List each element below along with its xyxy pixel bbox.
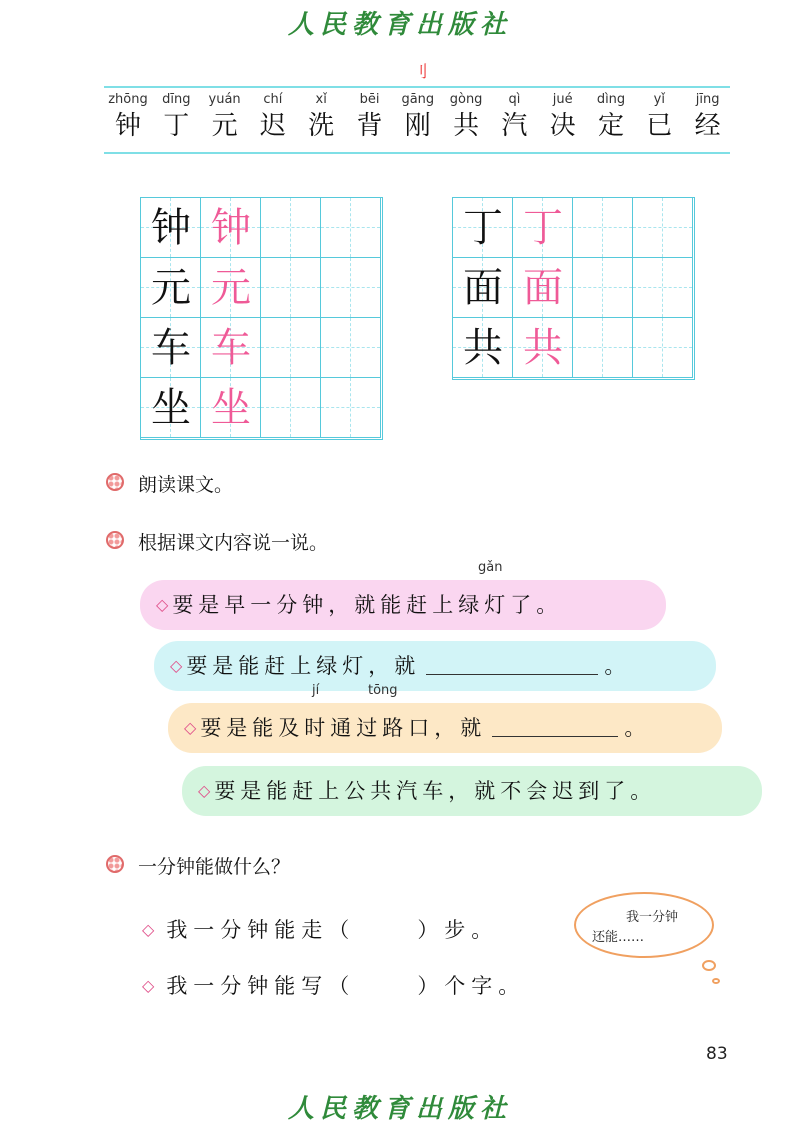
grid-row bbox=[453, 318, 693, 378]
vocab-pinyin: jué bbox=[552, 92, 573, 107]
trace-char: 面 bbox=[523, 265, 563, 311]
sentence-1-text: 要是早一分钟，就能赶上绿灯了。 bbox=[172, 593, 563, 617]
vocab-pinyin: yǐ bbox=[653, 92, 665, 107]
vocab-pinyin: zhōng bbox=[108, 92, 148, 107]
vocab-item bbox=[394, 92, 442, 144]
publisher-logo-bottom: 人民教育出版社 bbox=[287, 1094, 512, 1124]
grid-cell bbox=[201, 318, 261, 378]
question-2-end: ）个字。 bbox=[417, 974, 526, 998]
vocab-bottom-rule bbox=[104, 152, 730, 154]
vocab-pinyin: gòng bbox=[449, 92, 483, 107]
trace-char: 坐 bbox=[211, 385, 251, 431]
section-bullet-icon bbox=[106, 531, 124, 549]
vocab-char: 共 bbox=[453, 111, 480, 141]
grid-cell bbox=[201, 258, 261, 318]
vocab-pinyin: bēi bbox=[359, 92, 380, 107]
trace-char: 共 bbox=[523, 325, 563, 371]
sentence-4-text: 要是能赶上公共汽车，就不会迟到了。 bbox=[214, 779, 657, 803]
model-char: 坐 bbox=[151, 385, 191, 431]
sentence-3-end: 。 bbox=[624, 716, 651, 740]
grid-cell bbox=[141, 378, 201, 438]
vocab-char: 已 bbox=[646, 111, 673, 141]
bubble-tail-dot bbox=[702, 960, 716, 971]
bubble-line-1: 我一分钟 bbox=[626, 910, 679, 925]
model-char: 共 bbox=[463, 325, 503, 371]
sentence-2-text: 要是能赶上绿灯，就 bbox=[186, 654, 421, 678]
grid-cell bbox=[513, 198, 573, 258]
grid-cell bbox=[141, 318, 201, 378]
diamond-icon: ◇ bbox=[156, 595, 169, 614]
model-char: 元 bbox=[151, 265, 191, 311]
grid-cell bbox=[513, 258, 573, 318]
publisher-logo-top: 人民教育出版社 bbox=[287, 10, 512, 40]
minute-question-1 bbox=[142, 914, 498, 944]
practice-cell[interactable] bbox=[633, 258, 693, 318]
vocab-item bbox=[490, 92, 538, 144]
vocab-char: 钟 bbox=[114, 111, 141, 141]
trace-char: 钟 bbox=[211, 205, 251, 251]
pinyin-tong: tōng bbox=[368, 683, 398, 698]
writing-grid-left bbox=[140, 197, 383, 440]
diamond-icon: ◇ bbox=[170, 656, 183, 675]
heading-minute: 一分钟能做什么？ bbox=[138, 856, 291, 878]
bubble-line-2: 还能…… bbox=[592, 930, 645, 945]
diamond-icon: ◇ bbox=[184, 718, 197, 737]
vocab-pinyin: jīng bbox=[695, 92, 720, 107]
pinyin-gan: gǎn bbox=[478, 560, 503, 575]
vocab-pinyin: qì bbox=[508, 92, 521, 107]
grid-cell bbox=[453, 258, 513, 318]
vocab-item bbox=[346, 92, 394, 144]
vocab-strip bbox=[104, 92, 730, 148]
grid-row bbox=[141, 198, 381, 258]
heading-say: 根据课文内容说一说。 bbox=[138, 532, 329, 554]
practice-cell[interactable] bbox=[633, 198, 693, 258]
sentence-3-text: 要是能及时通过路口，就 bbox=[200, 716, 487, 740]
grid-row bbox=[141, 378, 381, 438]
vocab-item bbox=[539, 92, 587, 144]
trace-char: 丁 bbox=[523, 205, 563, 251]
vocab-item bbox=[297, 92, 345, 144]
grid-cell bbox=[201, 198, 261, 258]
model-char: 车 bbox=[151, 325, 191, 371]
diamond-icon: ◇ bbox=[142, 976, 155, 995]
model-char: 丁 bbox=[463, 205, 503, 251]
model-char: 钟 bbox=[151, 205, 191, 251]
vocab-char: 元 bbox=[211, 111, 238, 141]
answer-blank-3[interactable] bbox=[492, 714, 618, 737]
practice-cell[interactable] bbox=[633, 318, 693, 378]
vocab-pinyin: gāng bbox=[401, 92, 435, 107]
vocab-char: 丁 bbox=[163, 111, 190, 141]
vocab-char: 背 bbox=[356, 111, 383, 141]
vocab-item bbox=[104, 92, 152, 144]
vocab-char: 刚 bbox=[404, 111, 431, 141]
vocab-item bbox=[635, 92, 683, 144]
practice-cell[interactable] bbox=[321, 378, 381, 438]
sentence-box-3 bbox=[168, 683, 722, 753]
practice-cell[interactable] bbox=[261, 378, 321, 438]
practice-cell[interactable] bbox=[573, 258, 633, 318]
model-char: 面 bbox=[463, 265, 503, 311]
thought-bubble bbox=[574, 892, 714, 958]
grid-cell bbox=[453, 198, 513, 258]
sentence-2-end: 。 bbox=[604, 654, 631, 678]
answer-blank-2[interactable] bbox=[426, 652, 598, 675]
practice-cell[interactable] bbox=[321, 258, 381, 318]
sentence-box-1 bbox=[140, 560, 666, 630]
vocab-item bbox=[587, 92, 635, 144]
vocab-pinyin: xǐ bbox=[315, 92, 327, 107]
grid-row bbox=[141, 318, 381, 378]
practice-cell[interactable] bbox=[261, 198, 321, 258]
sentence-box-2 bbox=[154, 641, 716, 691]
heading-read-aloud: 朗读课文。 bbox=[138, 474, 234, 496]
vocab-char: 洗 bbox=[308, 111, 335, 141]
practice-cell[interactable] bbox=[261, 318, 321, 378]
vocab-char: 决 bbox=[549, 111, 576, 141]
diamond-icon: ◇ bbox=[198, 781, 211, 800]
grid-cell bbox=[141, 258, 201, 318]
practice-cell[interactable] bbox=[321, 318, 381, 378]
page-number: 83 bbox=[706, 1044, 728, 1064]
sentence-box-4 bbox=[182, 766, 762, 816]
grid-row bbox=[141, 258, 381, 318]
grid-cell bbox=[141, 198, 201, 258]
practice-cell[interactable] bbox=[321, 198, 381, 258]
practice-cell[interactable] bbox=[573, 198, 633, 258]
vocab-char: 定 bbox=[597, 111, 624, 141]
vocab-item bbox=[249, 92, 297, 144]
vocab-item bbox=[201, 92, 249, 144]
grid-row bbox=[453, 258, 693, 318]
grid-cell bbox=[201, 378, 261, 438]
practice-cell[interactable] bbox=[573, 318, 633, 378]
practice-cell[interactable] bbox=[261, 258, 321, 318]
diamond-icon: ◇ bbox=[142, 920, 155, 939]
section-bullet-icon bbox=[106, 855, 124, 873]
vocab-pinyin: yuán bbox=[208, 92, 241, 107]
minute-question-2 bbox=[142, 970, 525, 1000]
section-bullet-icon bbox=[106, 473, 124, 491]
vocab-char: 汽 bbox=[501, 111, 528, 141]
question-1-start: 我一分钟能走（ bbox=[166, 918, 356, 942]
vocab-pinyin: chí bbox=[263, 92, 283, 107]
question-2-start: 我一分钟能写（ bbox=[166, 974, 356, 998]
vocab-item bbox=[442, 92, 490, 144]
vocab-pinyin: dīng bbox=[162, 92, 191, 107]
vocab-item bbox=[152, 92, 200, 144]
vocab-item bbox=[684, 92, 732, 144]
bubble-tail-dot-small bbox=[712, 978, 720, 984]
trace-char: 车 bbox=[211, 325, 251, 371]
trace-char: 元 bbox=[211, 265, 251, 311]
stroke-mark: 刂 bbox=[412, 62, 429, 81]
pinyin-ji: jí bbox=[312, 683, 320, 698]
vocab-char: 迟 bbox=[259, 111, 286, 141]
vocab-top-rule bbox=[104, 86, 730, 88]
writing-grid-right bbox=[452, 197, 695, 380]
grid-row bbox=[453, 198, 693, 258]
vocab-char: 经 bbox=[694, 111, 721, 141]
question-1-end: ）步。 bbox=[417, 918, 499, 942]
grid-cell bbox=[513, 318, 573, 378]
vocab-pinyin: dìng bbox=[596, 92, 626, 107]
grid-cell bbox=[453, 318, 513, 378]
